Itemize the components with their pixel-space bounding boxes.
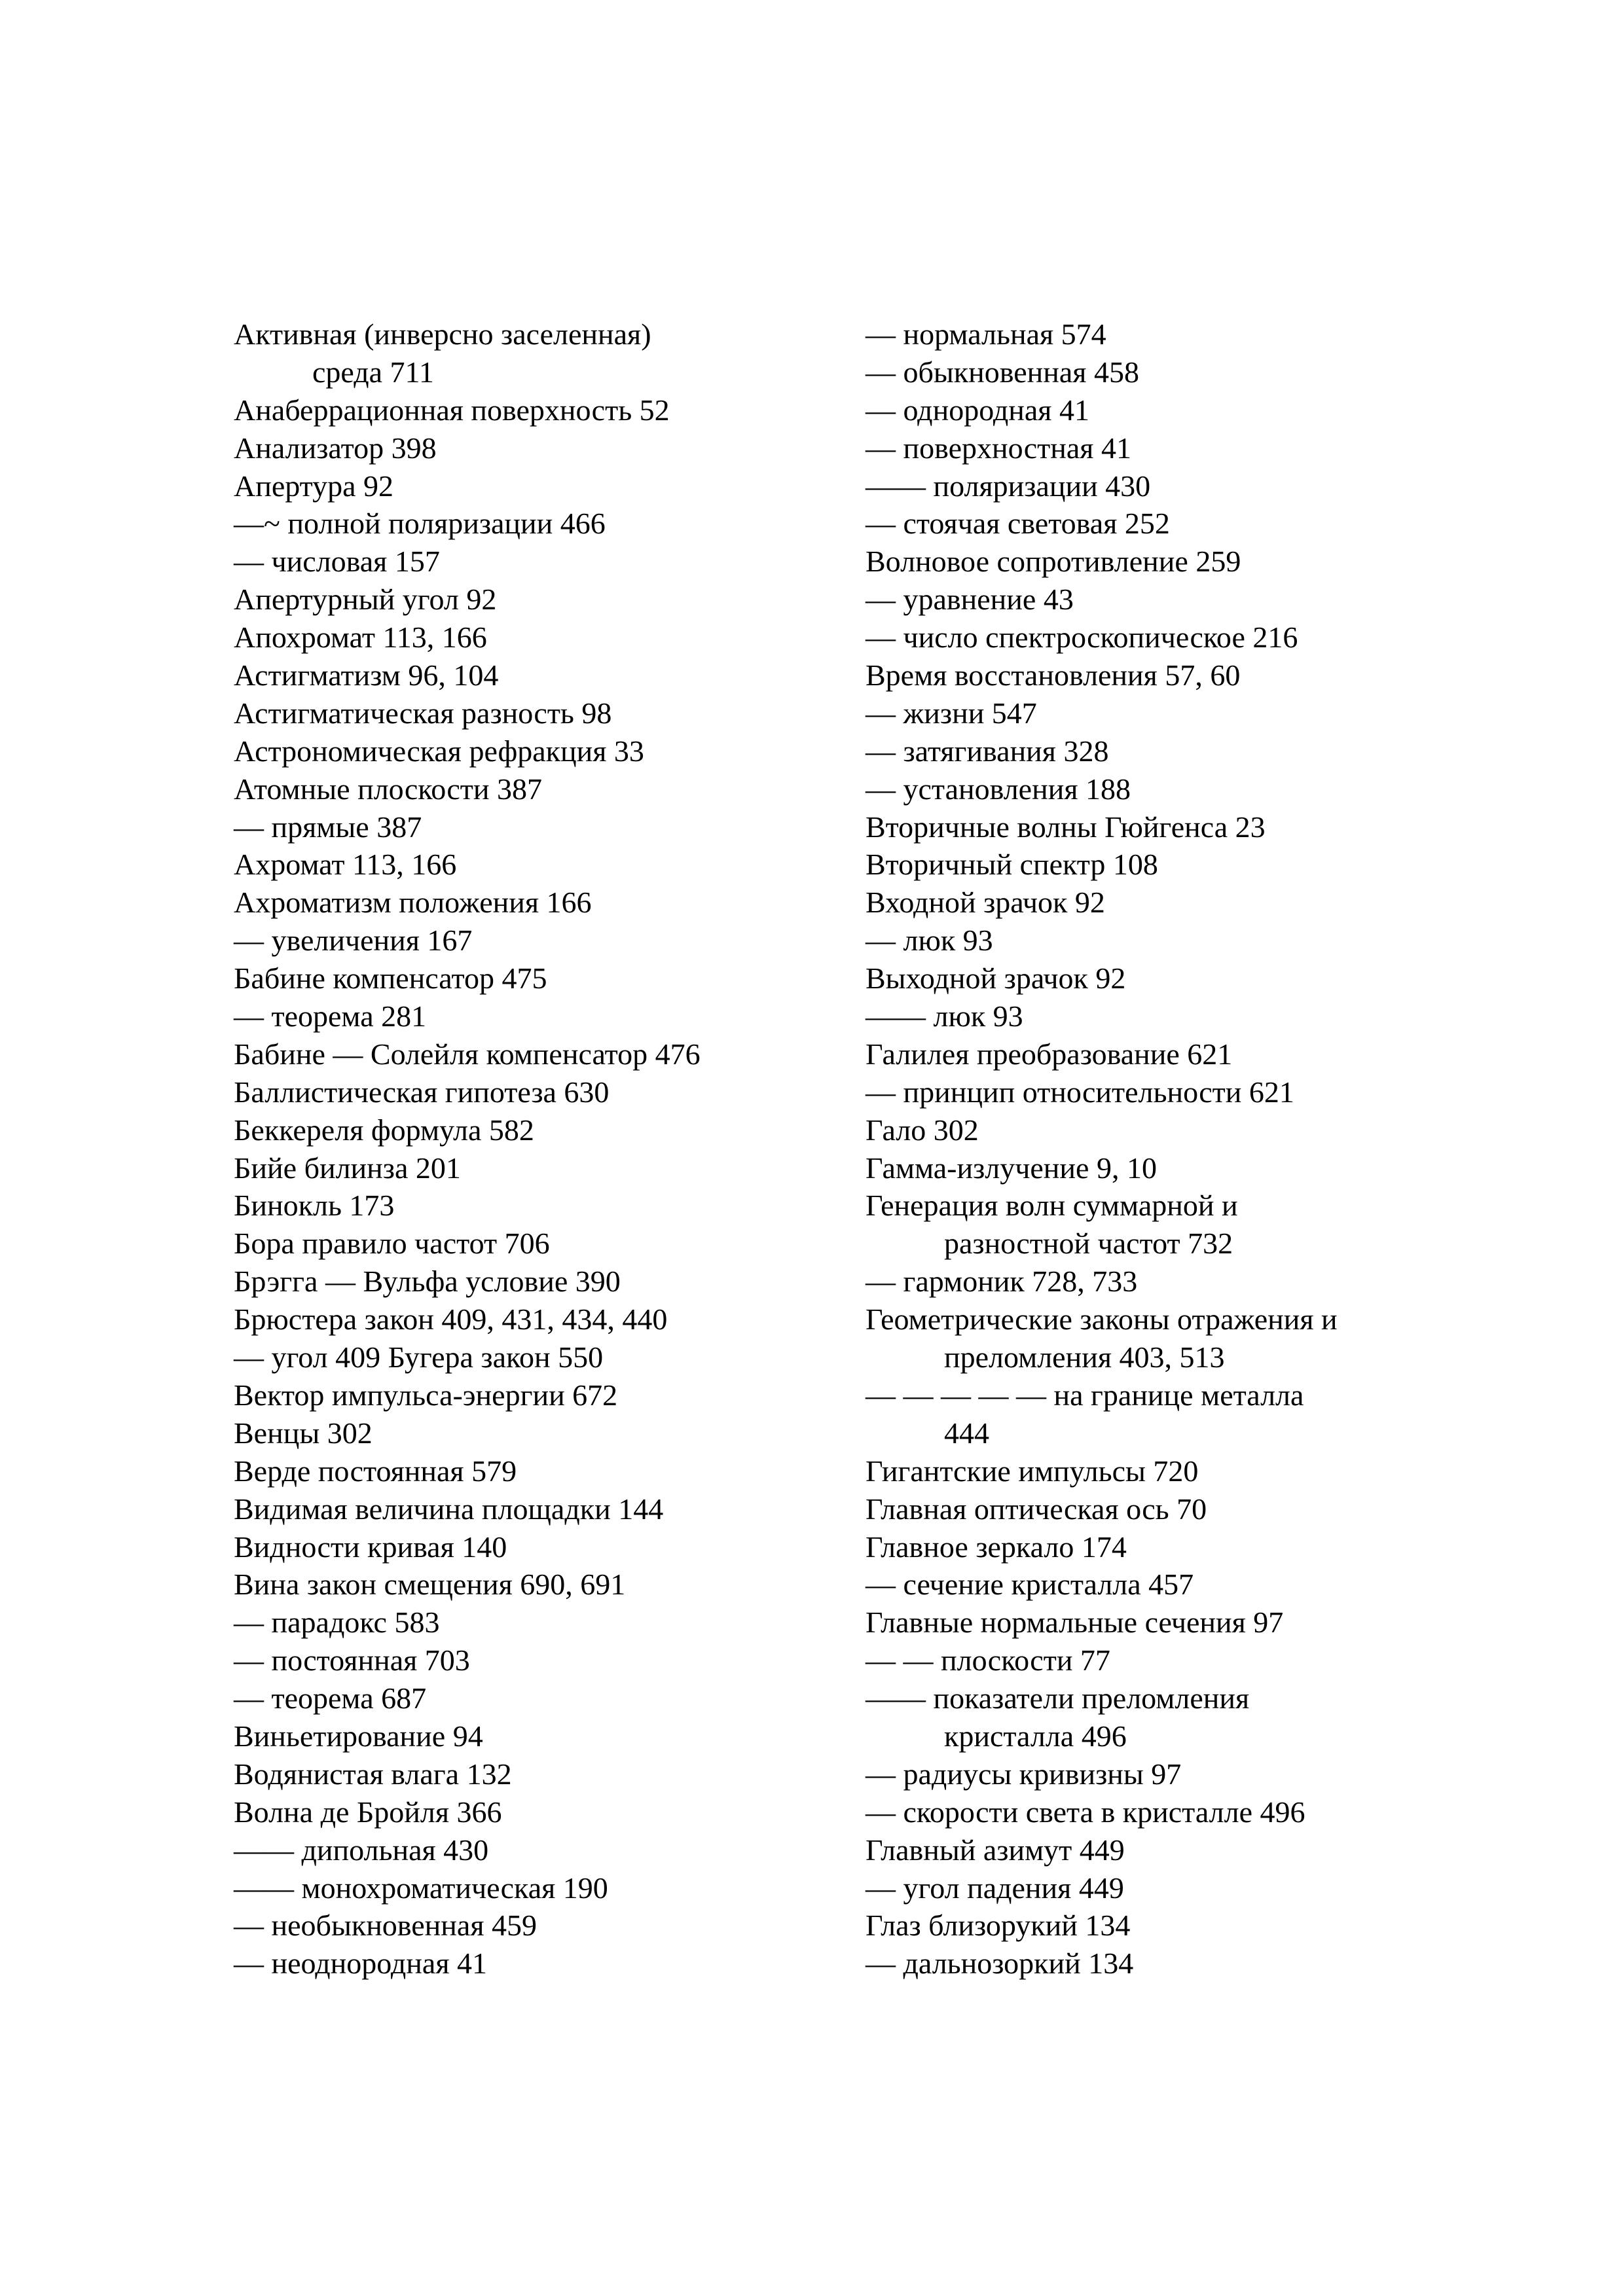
index-entry: — однородная 41 xyxy=(866,393,1089,427)
index-entry: Время восстановления 57, 60 xyxy=(866,658,1241,692)
index-entry: — дальнозоркий 134 xyxy=(866,1946,1134,1981)
index-entry: Бабине компенсатор 475 xyxy=(234,961,547,996)
index-entry: Брэгга — Вульфа условие 390 xyxy=(234,1265,621,1299)
index-entry: —— монохроматическая 190 xyxy=(234,1871,608,1905)
index-entry: — гармоник 728, 733 xyxy=(866,1265,1138,1299)
index-entry: — установления 188 xyxy=(866,772,1131,806)
index-entry: — прямые 387 xyxy=(234,810,422,844)
index-entry: Виньетирование 94 xyxy=(234,1719,483,1753)
index-entry: Ахромат 113, 166 xyxy=(234,848,457,882)
index-entry: Бийе билинза 201 xyxy=(234,1151,461,1185)
index-entry: Галилея преобразование 621 xyxy=(866,1037,1233,1071)
index-entry: — поверхностная 41 xyxy=(866,431,1131,465)
index-entry: —— поляризации 430 xyxy=(866,469,1151,503)
index-entry: Баллистическая гипотеза 630 xyxy=(234,1075,610,1109)
index-entry: Атомные плоскости 387 xyxy=(234,772,543,806)
index-entry: — необыкновенная 459 xyxy=(234,1909,537,1943)
index-column-right xyxy=(866,315,1481,1982)
index-entry: Гамма-излучение 9, 10 xyxy=(866,1151,1157,1185)
index-entry: Глаз близорукий 134 xyxy=(866,1909,1131,1943)
index-entry: Верде постоянная 579 xyxy=(234,1454,517,1488)
index-entry: Главный азимут 449 xyxy=(866,1833,1125,1867)
index-entry: —— дипольная 430 xyxy=(234,1833,489,1867)
index-entry-continuation: среда 711 xyxy=(312,355,434,389)
index-entry: Брюстера закон 409, 431, 434, 440 xyxy=(234,1302,668,1336)
index-entry: — постоянная 703 xyxy=(234,1643,470,1677)
index-entry: — уравнение 43 xyxy=(866,583,1074,617)
index-entry-continuation: разностной частот 732 xyxy=(944,1227,1233,1261)
index-entry: Беккереля формула 582 xyxy=(234,1113,534,1147)
index-entry: Геометрические законы отражения и xyxy=(866,1302,1338,1336)
index-entry: — — плоскости 77 xyxy=(866,1643,1110,1677)
index-entry: — принцип относительности 621 xyxy=(866,1075,1294,1109)
index-entry: — стоячая световая 252 xyxy=(866,507,1170,541)
index-column-left xyxy=(234,315,849,1982)
index-entry: — угол падения 449 xyxy=(866,1871,1124,1905)
index-entry: — число спектроскопическое 216 xyxy=(866,620,1298,655)
index-entry: Выходной зрачок 92 xyxy=(866,961,1126,996)
index-entry: Вина закон смещения 690, 691 xyxy=(234,1568,626,1602)
index-entry: Вторичный спектр 108 xyxy=(866,848,1158,882)
index-entry: — обыкновенная 458 xyxy=(866,355,1139,389)
index-entry: — теорема 281 xyxy=(234,999,427,1033)
index-entry: —— люк 93 xyxy=(866,999,1023,1033)
index-entry: — угол 409 Бугера закон 550 xyxy=(234,1340,604,1374)
index-entry: — люк 93 xyxy=(866,924,993,958)
index-entry: Главные нормальные сечения 97 xyxy=(866,1605,1284,1640)
index-entry: Главная оптическая ось 70 xyxy=(866,1492,1207,1526)
index-entry: Бора правило частот 706 xyxy=(234,1227,550,1261)
index-entry: Апохромат 113, 166 xyxy=(234,620,487,655)
index-entry: Главное зеркало 174 xyxy=(866,1530,1127,1564)
index-entry: — скорости света в кристалле 496 xyxy=(866,1795,1305,1829)
index-entry: — числовая 157 xyxy=(234,545,440,579)
index-entry: —— показатели преломления xyxy=(866,1681,1250,1715)
index-entry: Анализатор 398 xyxy=(234,431,437,465)
index-entry: — неоднородная 41 xyxy=(234,1946,488,1981)
index-entry: Входной зрачок 92 xyxy=(866,886,1105,920)
index-entry: Бабине — Солейля компенсатор 476 xyxy=(234,1037,701,1071)
index-entry: Вторичные волны Гюйгенса 23 xyxy=(866,810,1266,844)
index-entry: Ахроматизм положения 166 xyxy=(234,886,592,920)
index-entry: — увеличения 167 xyxy=(234,924,473,958)
index-entry: — сечение кристалла 457 xyxy=(866,1568,1194,1602)
index-entry: Астрономическая рефракция 33 xyxy=(234,734,644,768)
index-entry-continuation: преломления 403, 513 xyxy=(944,1340,1225,1374)
index-entry: Видимая величина площадки 144 xyxy=(234,1492,664,1526)
index-entry: — нормальная 574 xyxy=(866,317,1106,351)
index-entry: Анаберрационная поверхность 52 xyxy=(234,393,670,427)
index-entry: — радиусы кривизны 97 xyxy=(866,1757,1182,1791)
index-entry: Бинокль 173 xyxy=(234,1189,395,1223)
index-entry: Водянистая влага 132 xyxy=(234,1757,512,1791)
index-entry: — теорема 687 xyxy=(234,1681,427,1715)
index-entry: Гало 302 xyxy=(866,1113,979,1147)
index-entry: Астигматическая разность 98 xyxy=(234,696,612,730)
index-entry: Апертура 92 xyxy=(234,469,394,503)
index-entry: Волновое сопротивление 259 xyxy=(866,545,1241,579)
index-entry-continuation: кристалла 496 xyxy=(944,1719,1127,1753)
index-entry: Генерация волн суммарной и xyxy=(866,1189,1238,1223)
index-entry: — жизни 547 xyxy=(866,696,1037,730)
index-entry: — затягивания 328 xyxy=(866,734,1109,768)
index-entry: Гигантские импульсы 720 xyxy=(866,1454,1199,1488)
index-entry: — парадокс 583 xyxy=(234,1605,440,1640)
index-entry: Видности кривая 140 xyxy=(234,1530,507,1564)
index-entry: Волна де Бройля 366 xyxy=(234,1795,502,1829)
index-entry: — — — — — на границе металла xyxy=(866,1378,1304,1412)
index-entry: —~ полной поляризации 466 xyxy=(234,507,606,541)
index-entry: Апертурный угол 92 xyxy=(234,583,497,617)
index-entry: Венцы 302 xyxy=(234,1416,373,1450)
index-entry: Вектор импульса-энергии 672 xyxy=(234,1378,618,1412)
index-entry: Астигматизм 96, 104 xyxy=(234,658,499,692)
index-entry: Активная (инверсно заселенная) xyxy=(234,317,651,351)
index-entry-continuation: 444 xyxy=(944,1416,989,1450)
